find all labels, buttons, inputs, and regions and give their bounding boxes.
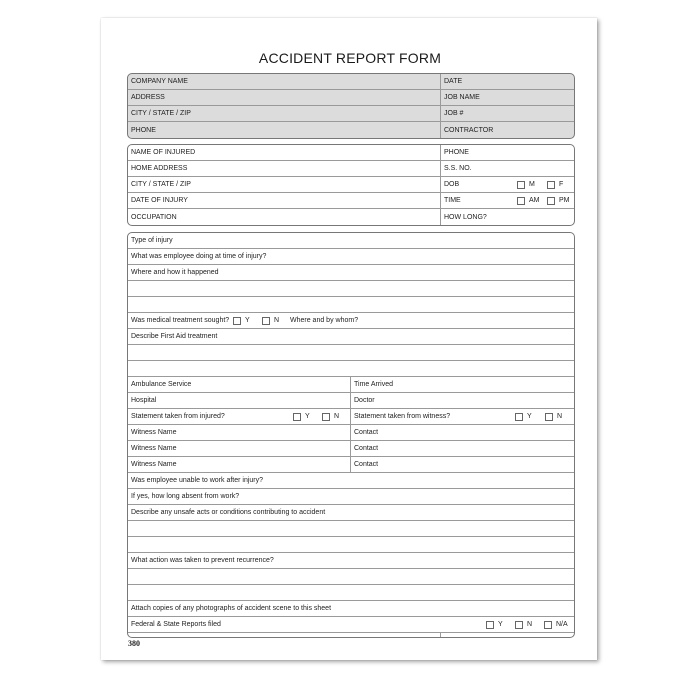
detail-row [128,505,574,521]
address-field[interactable]: ADDRESS [131,94,165,101]
contractor-field[interactable]: CONTRACTOR [444,126,494,134]
injured-row [128,193,574,209]
how-long-field[interactable]: HOW LONG? [444,213,487,221]
am-checkbox[interactable] [517,197,525,205]
blank-line[interactable] [128,585,574,601]
company-name-field[interactable]: COMPANY NAME [131,78,188,85]
pm-label: PM [559,197,570,204]
name-of-injured-field[interactable]: NAME OF INJURED [131,149,196,156]
time-field[interactable]: TIME [444,197,461,204]
detail-row [128,617,574,633]
medical-no-checkbox[interactable] [262,317,270,325]
na-label: N/A [556,621,568,628]
doing-at-time-field[interactable]: What was employee doing at time of injury? [131,253,267,260]
hospital-field[interactable]: Hospital [131,397,157,404]
injured-row [128,161,574,177]
statement-injured-yes-checkbox[interactable] [293,413,301,421]
witness-row [128,441,574,457]
detail-row [128,249,574,265]
no-label: N [274,317,280,324]
blank-line[interactable] [128,345,574,361]
company-city-field[interactable]: CITY / STATE / ZIP [131,110,191,117]
statement-injured-label: Statement taken from injured? [131,413,225,420]
yes-label: Y [305,413,310,420]
female-checkbox[interactable] [547,181,555,189]
statement-witness-yes-checkbox[interactable] [515,413,523,421]
detail-row [128,233,574,249]
home-address-field[interactable]: HOME ADDRESS [131,165,188,172]
company-info-section [127,73,575,139]
reports-yes-checkbox[interactable] [486,621,494,629]
occupation-field[interactable]: OCCUPATION [131,213,177,221]
medical-yes-checkbox[interactable] [233,317,241,325]
company-row [128,90,574,106]
job-name-field[interactable]: JOB NAME [444,94,480,101]
where-by-whom-field[interactable]: Where and by whom? [290,317,359,324]
unsafe-acts-field[interactable]: Describe any unsafe acts or conditions contributing to accident [131,509,326,516]
detail-row [128,601,574,617]
detail-row [128,265,574,281]
blank-line[interactable] [128,361,574,377]
am-label: AM [529,197,540,204]
detail-row [128,329,574,345]
detail-row [128,553,574,569]
witness-contact-field[interactable]: Contact [354,445,379,452]
male-checkbox[interactable] [517,181,525,189]
attach-photos-label: Attach copies of any photographs of accident scene to this sheet [131,605,332,612]
detail-row [128,313,574,329]
time-arrived-field[interactable]: Time Arrived [354,381,394,388]
blank-line[interactable] [128,297,574,313]
injured-phone-field[interactable]: PHONE [444,149,469,156]
company-row [128,106,574,122]
action-taken-field[interactable]: What action was taken to prevent recurrence? [131,557,274,564]
where-how-field[interactable]: Where and how it happened [131,269,219,276]
detail-row [128,393,574,409]
no-label: N [527,621,533,628]
date-of-injury-field[interactable]: DATE OF INJURY [131,197,188,204]
injured-city-field[interactable]: CITY / STATE / ZIP [131,181,191,188]
detail-row [128,377,574,393]
blank-line[interactable] [128,521,574,537]
yes-label: Y [245,317,250,324]
detail-row [128,489,574,505]
job-number-field[interactable]: JOB # [444,110,464,117]
witness-contact-field[interactable]: Contact [354,461,379,468]
blank-line[interactable] [128,569,574,585]
first-aid-field[interactable]: Describe First Aid treatment [131,333,218,340]
supervisor-signature-field[interactable] [128,633,225,638]
injured-row [128,209,574,225]
detail-row [128,409,574,425]
ambulance-field[interactable]: Ambulance Service [131,381,192,388]
type-of-injury-field[interactable]: Type of injury [131,237,173,244]
signature-date-field[interactable] [441,633,462,638]
reports-filed-label: Federal & State Reports filed [131,621,221,628]
signature-row [128,633,574,638]
blank-line[interactable] [128,537,574,553]
injured-row [128,177,574,193]
blank-line[interactable] [128,281,574,297]
injured-row [128,145,574,161]
accident-details-section [127,232,575,638]
witness-name-field[interactable]: Witness Name [131,429,177,436]
female-label: F [559,181,564,188]
reports-na-checkbox[interactable] [544,621,552,629]
ssn-field[interactable]: S.S. NO. [444,165,472,172]
injured-info-section [127,144,575,226]
how-long-absent-field[interactable]: If yes, how long absent from work? [131,493,240,500]
dob-field[interactable]: DOB [444,181,460,188]
pm-checkbox[interactable] [547,197,555,205]
statement-witness-no-checkbox[interactable] [545,413,553,421]
statement-injured-no-checkbox[interactable] [322,413,330,421]
no-label: N [557,413,563,420]
male-label: M [529,181,535,188]
company-phone-field[interactable]: PHONE [131,126,156,134]
witness-contact-field[interactable]: Contact [354,429,379,436]
doctor-field[interactable]: Doctor [354,397,375,404]
witness-row [128,457,574,473]
company-row [128,122,574,138]
yes-label: Y [498,621,503,628]
form-title: ACCIDENT REPORT FORM [258,50,442,66]
medical-sought-label: Was medical treatment sought? [131,317,230,324]
detail-row [128,473,574,489]
yes-label: Y [527,413,532,420]
statement-witness-label: Statement taken from witness? [354,413,451,420]
witness-name-field[interactable]: Witness Name [131,445,177,452]
page-number: 380 [128,639,140,648]
witness-row [128,425,574,441]
date-field[interactable]: DATE [444,78,463,85]
reports-no-checkbox[interactable] [515,621,523,629]
no-label: N [334,413,340,420]
company-row [128,74,574,90]
witness-name-field[interactable]: Witness Name [131,461,177,468]
unable-to-work-field[interactable]: Was employee unable to work after injury? [131,477,264,484]
